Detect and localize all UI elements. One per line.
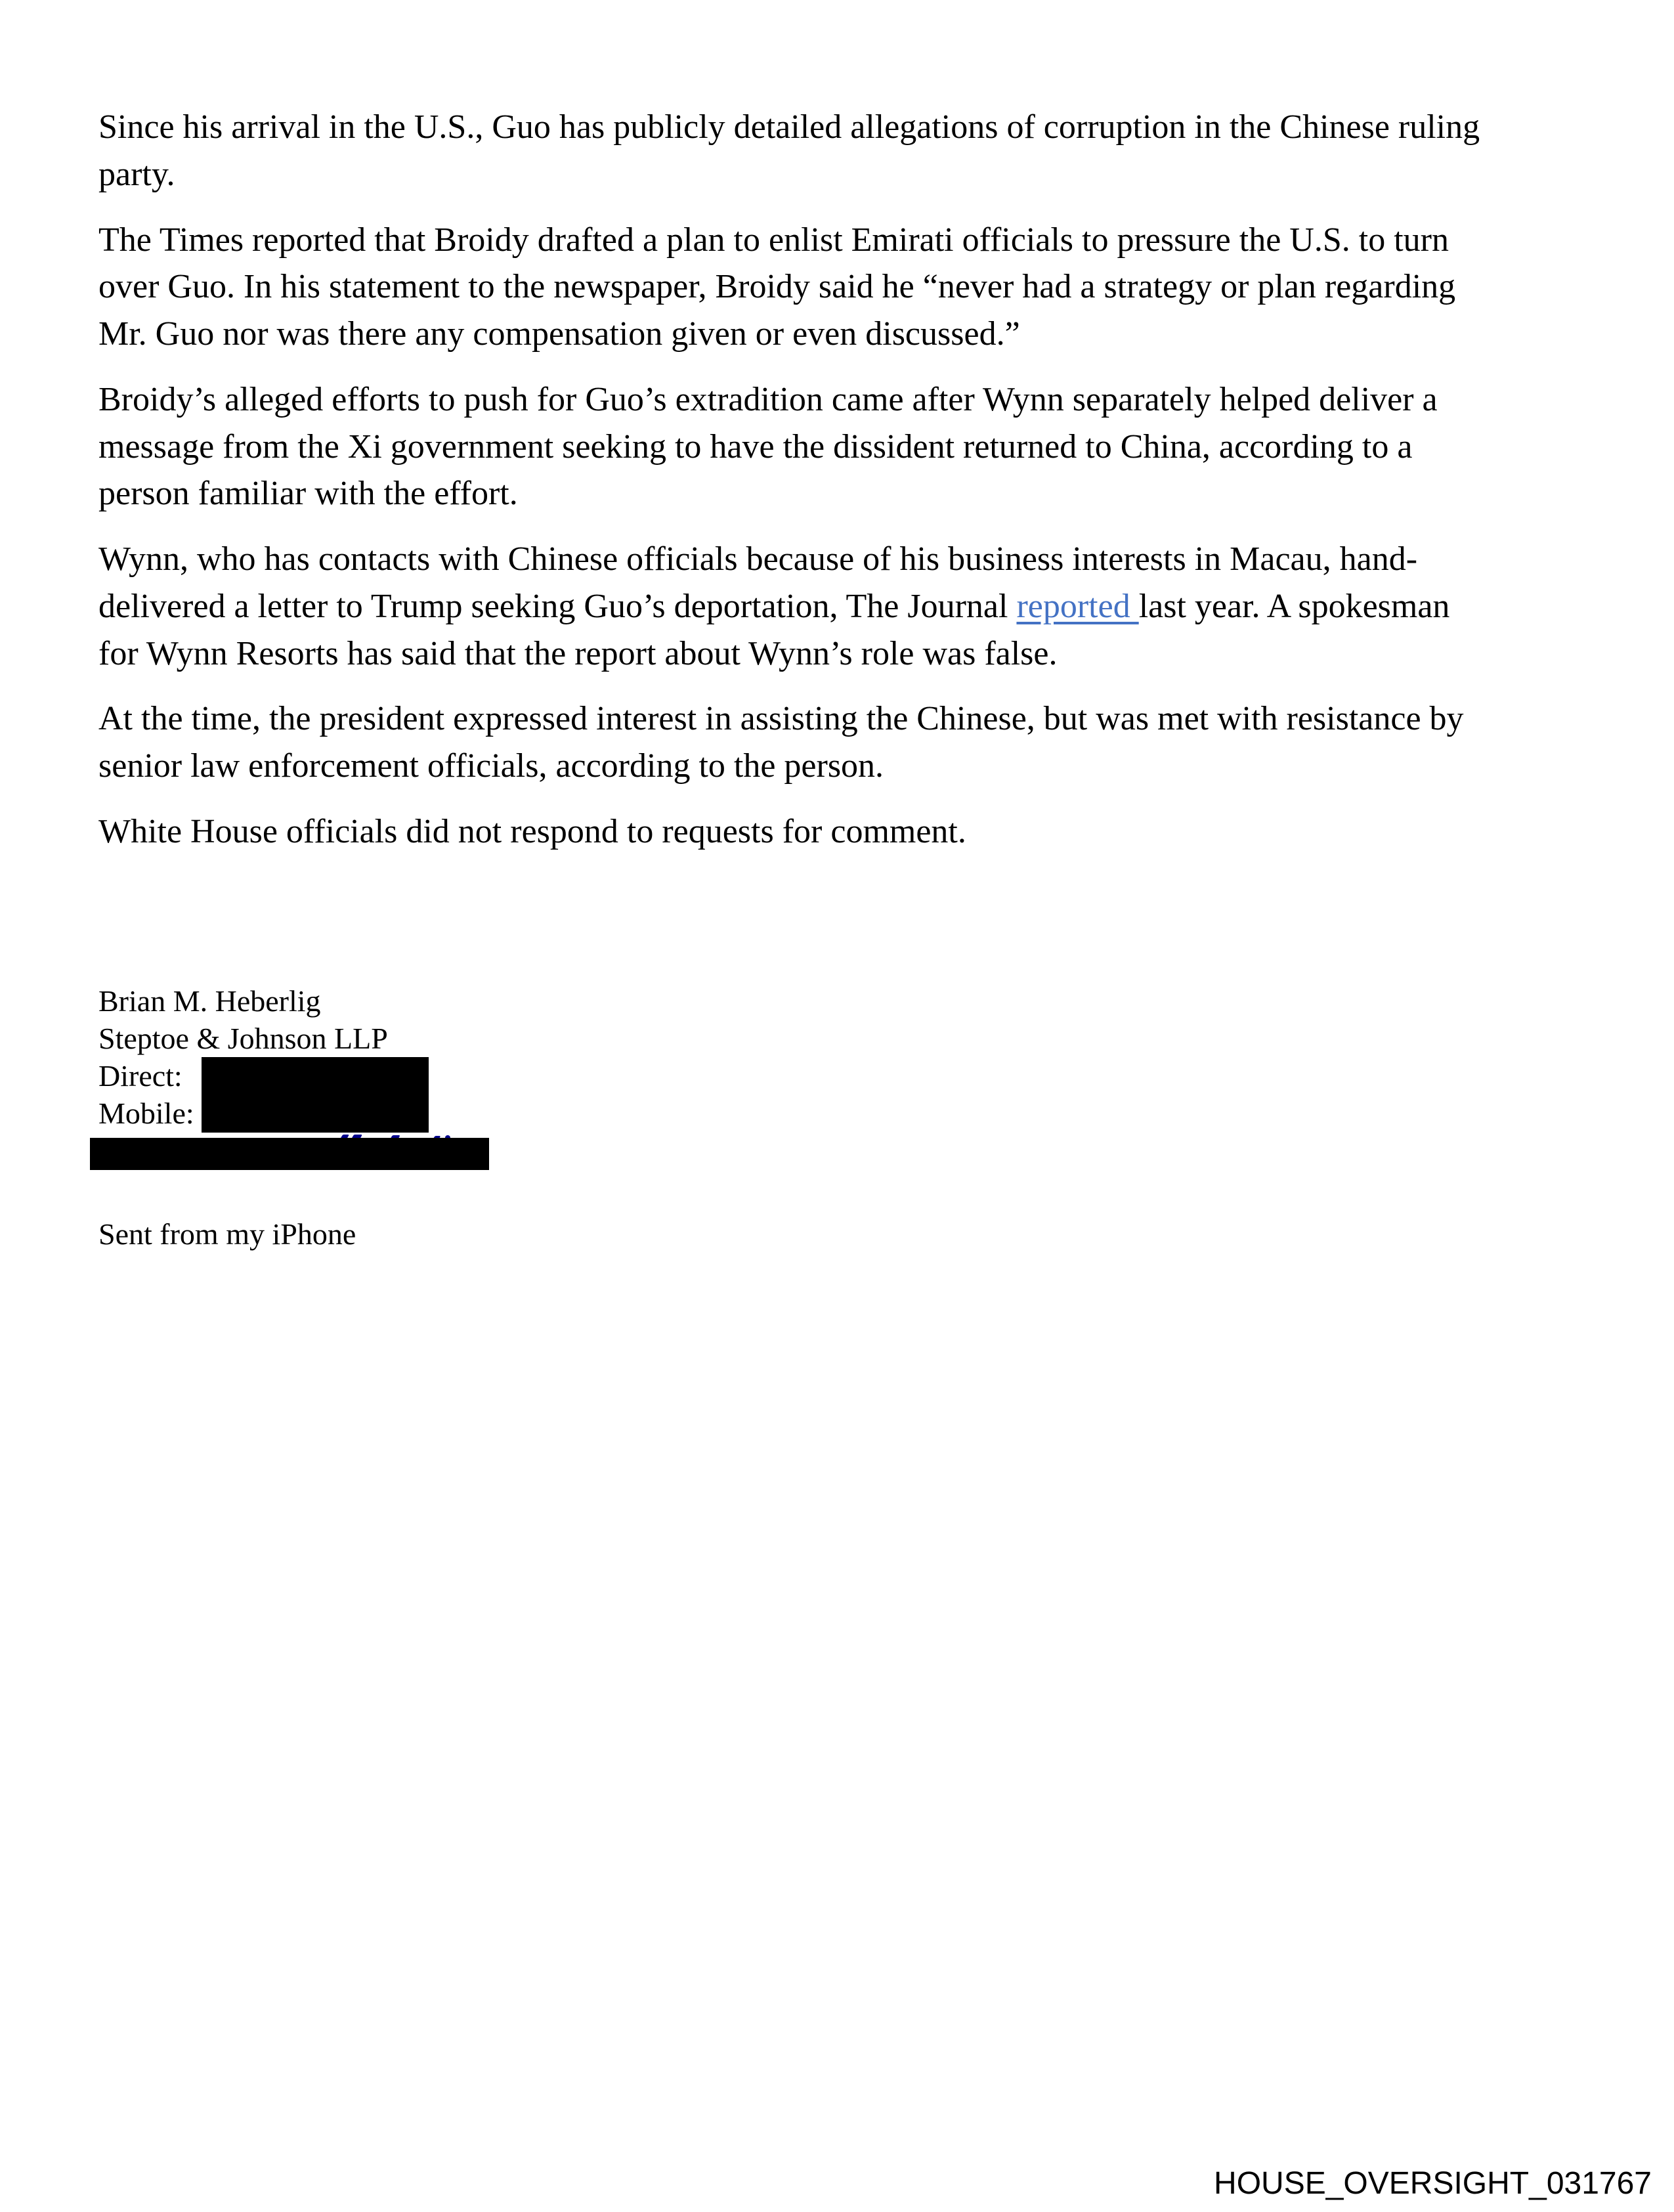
body-paragraph-6: White House officials did not respond to requests for comment. [98, 812, 966, 850]
body-paragraph-4 [98, 536, 1487, 677]
body-paragraph-1: Since his arrival in the U.S., Guo has publicly detailed allegations of corruption in the Chinese ruling party. [98, 108, 1480, 193]
body-paragraph-2: The Times reported that Broidy drafted a plan to enlist Emirati officials to pressure the U.S. to turn over Guo. In his statement to the newspaper, Broidy said he “never had a strategy or plan regarding Mr. Guo nor was there any compensation given or even discussed.” [98, 221, 1456, 353]
signature-firm: Steptoe & Johnson LLP [98, 1022, 388, 1055]
email-body [98, 104, 1487, 874]
body-paragraph-5: At the time, the president expressed interest in assisting the Chinese, but was met with resistance by senior law enforcement officials, according to the person. [98, 700, 1464, 785]
redaction-box-email-address [90, 1138, 489, 1170]
signature-name: Brian M. Heberlig [98, 984, 321, 1018]
sent-from-iphone-line: Sent from my iPhone [98, 1217, 356, 1251]
body-paragraph-3: Broidy’s alleged efforts to push for Guo’s extradition came after Wynn separately helped deliver a message from the Xi government seeking to have the dissident returned to China, according to a person familiar with the effort. [98, 380, 1438, 513]
paragraph-4-text-after-link: last year. A spokesman for Wynn Resorts has said that the report about Wynn’s role was false. [98, 587, 1450, 672]
bates-number: HOUSE_OVERSIGHT_031767 [1214, 2166, 1652, 2201]
reported-hyperlink[interactable]: reported [1016, 587, 1139, 625]
signature-direct-label: Direct: [98, 1059, 182, 1093]
redaction-box-phone-numbers [202, 1057, 429, 1133]
paragraph-4-text-before-link: Wynn, who has contacts with Chinese officials because of his business interests in Macau, hand-delivered a letter to Trump seeking Guo’s deportation, The Journal [98, 540, 1418, 625]
signature-mobile-label: Mobile: [98, 1096, 194, 1130]
